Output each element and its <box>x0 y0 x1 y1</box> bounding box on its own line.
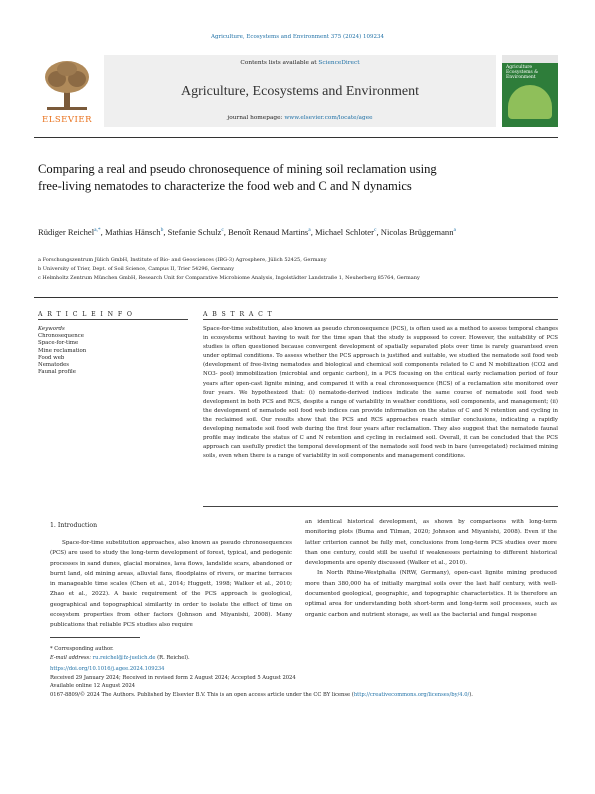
available-online: Available online 12 August 2024 <box>50 683 136 690</box>
email-suffix: (R. Reichel). <box>155 654 190 661</box>
journal-cover-image[interactable] <box>502 55 558 127</box>
license-link[interactable]: http://creativecommons.org/licenses/by/4.0/ <box>353 691 470 698</box>
journal-title: Agriculture, Ecosystems and Environment <box>181 84 419 99</box>
received-dates: Received 29 January 2024; Received in revised form 2 August 2024; Accepted 5 August 2024 <box>50 674 296 681</box>
contents-line <box>104 60 496 66</box>
journal-header <box>34 55 558 127</box>
email-link[interactable]: ru.reichel@fz-juelich.de <box>92 654 156 661</box>
introduction-right-column <box>305 517 557 620</box>
license-line <box>50 691 558 700</box>
affiliation: c Helmholtz Zentrum München GmbH, Research Unit for Comparative Microbiome Analysis, Ingolstädter Landstraße 1, Neuherberg 85764, Germany <box>38 275 420 281</box>
author[interactable]: Stefanie Schulz$^c$ <box>167 226 224 237</box>
footnote-rule <box>50 637 140 638</box>
paragraph: an identical historical development, as shown by comparisons with long-term monitoring plots (Buma and Tilman, 2020; Johnson and Miyanishi, 2008). Even if the latter criterion cannot be fully met, conclusions from long-term PCS studies over more than one century, could still be useful if weaknesses pertaining to different historical developments are openly discussed (Walker et al., 2010). <box>305 519 557 567</box>
affiliations <box>38 256 558 283</box>
keyword: Chronosequence <box>38 333 84 339</box>
introduction-heading: 1. Introduction <box>50 522 98 529</box>
cover-illustration <box>508 85 552 119</box>
author-list: Rüdiger Reichel$^{a,*}$, Mathias Hänsch$^b$, Stefanie Schulz$^c$, Benoît Renaud Martins$^a$, Michael Schloter$^c$, Nicolas Brüggemann$^a$ <box>38 226 456 237</box>
contents-prefix: Contents lists available at <box>240 60 319 66</box>
tree-logo-icon <box>43 59 91 111</box>
journal-reference[interactable]: Agriculture, Ecosystems and Environment 375 (2024) 109234 <box>210 34 385 40</box>
author[interactable]: Benoît Renaud Martins$^a$ <box>228 226 311 237</box>
sciencedirect-link[interactable]: ScienceDirect <box>318 60 360 66</box>
publisher-logo-text: ELSEVIER <box>42 115 92 125</box>
footnotes <box>50 645 350 662</box>
cover-title: Agriculture Ecosystems & Environment <box>506 65 539 80</box>
email-label: E-mail address: <box>50 654 93 661</box>
homepage-line <box>104 115 496 121</box>
email-note <box>50 654 350 663</box>
abstract-heading: A B S T R A C T <box>203 311 274 318</box>
keyword: Space-for-time <box>38 340 79 347</box>
license-prefix: 0167-8809/© 2024 The Authors. Published by Elsevier B.V. This is an open access article under the CC BY license ( <box>50 691 354 698</box>
homepage-prefix: journal homepage: <box>227 115 285 121</box>
section-divider <box>34 297 558 298</box>
author[interactable]: Mathias Hänsch$^b$ <box>104 226 164 237</box>
author[interactable]: Michael Schloter$^c$ <box>315 226 377 237</box>
elsevier-logo[interactable] <box>34 55 100 127</box>
abstract-bottom-rule <box>203 506 558 507</box>
author[interactable]: Rüdiger Reichel$^{a,*}$ <box>38 226 101 237</box>
keywords-label: Keywords <box>38 326 65 332</box>
cover-top-bar <box>502 55 558 63</box>
keyword: Faunal profile <box>38 369 76 376</box>
article-title: Comparing a real and pseudo chronosequence of mining soil reclamation using free-living nematodes to characterize the food web and C and N dynamics <box>38 162 437 193</box>
corresponding-author-note: * Corresponding author. <box>50 646 114 652</box>
license-suffix: ). <box>469 691 473 698</box>
publication-info <box>50 665 558 699</box>
author[interactable]: Nicolas Brüggemann$^a$ <box>380 226 456 237</box>
affiliation: a Forschungszentrum Jülich GmbH, Institute of Bio- and Geosciences (IBG-3) Agrosphere, Jülich 52425, Germany <box>38 257 327 263</box>
keyword: Nematodes <box>38 362 70 369</box>
keyword: Mine reclamation <box>38 347 87 354</box>
article-info-heading: A R T I C L E I N F O <box>38 311 134 318</box>
doi-link[interactable]: https://doi.org/10.1016/j.agee.2024.109234 <box>50 666 165 672</box>
homepage-link[interactable]: www.elsevier.com/locate/agee <box>284 115 373 121</box>
keyword: Food web <box>38 354 65 361</box>
abstract-text: Space-for-time substitution, also known as pseudo chronosequence (PCS), is often used as a method to assess temporal changes in ecosystems without having to wait for the time span that the study is supposed to cover. However, the suitability of PCS studies is often questioned because convergent development of spatially separated plots over time is rarely guaranteed even under optimal conditions. To assess whether the PCS approach is justified and suitable, we studied the nematode soil food web (development of free-living nematodes and biological and chemical soil components related to C and N mobilization (CO2 and NO3- pool) immobilization (microbial and organic carbon), in a PCS focusing on the critical early reclamation period of four years after open-cast lignite mining, and compared it with a real chronosequence (RCS) of a reclamation site monitored over four years. We hypothesized that: (i) nematode-derived indices indicate the same course of nematode soil food web development in both PCS and RCS, despite a range of variability in weather conditions, soil components, and management; (ii) the development of nematode soil food web indices can provide information on the status of C and N retention and cycling in the reclaimed soil. Our results show that the PCS and RCS approaches reach similar conclusions, indicating a rapidly developing nematode soil food web during the first four years after reclamation. They also suggest that the nematode faunal profile may indicate the status of C and N retention and cycling in reclaimed soil. Overall, it can be concluded that the PCS approach can usefully predict the temporal development of the nematode soil food web in bare (unvegetated) reclaimed mining soils, even when there is a range of variability in soil components and management conditions. <box>203 326 558 460</box>
header-divider <box>34 137 558 138</box>
paragraph: In North Rhine-Westphalia (NRW, Germany), open-cast lignite mining produced more than 380,000 ha of initially marginal soils over the last half century, with well-documented geological, geographic, and topographic characteristics. It is therefore an optimal area for understanding both short-term and long-term soil processes, such as organic carbon and nutrient storage, as well as the bacterial and fungal response <box>305 570 557 618</box>
affiliation: b University of Trier, Dept. of Soil Science, Campus II, Trier 54296, Germany <box>38 266 235 272</box>
introduction-left-column: Space-for-time substitution approaches, also known as pseudo chronosequences (PCS) are used to study the long-term development of forest, typical, and pedogenic processes in sand dunes, glacial moraines, lava flows, landslide scars, abandoned or burnt land, old mining areas, alluvial fans, floodplains of rivers, or marine terraces in manageable time scales (Chen et al., 2014; Huggett, 1998; Walker et al., 2010; Zhao et al., 2022). A basic requirement of the PCS approach is geological, geographical and topographical similarity in order to isolate the effect of time on ecosystem properties from other factors (Johnson and Miyanishi, 2008). Many publications that reliable PCS studies also require <box>50 540 292 629</box>
keywords-list <box>38 333 86 377</box>
abstract-rule <box>203 319 558 320</box>
journal-banner <box>104 55 496 127</box>
article-info-rule <box>38 319 188 320</box>
